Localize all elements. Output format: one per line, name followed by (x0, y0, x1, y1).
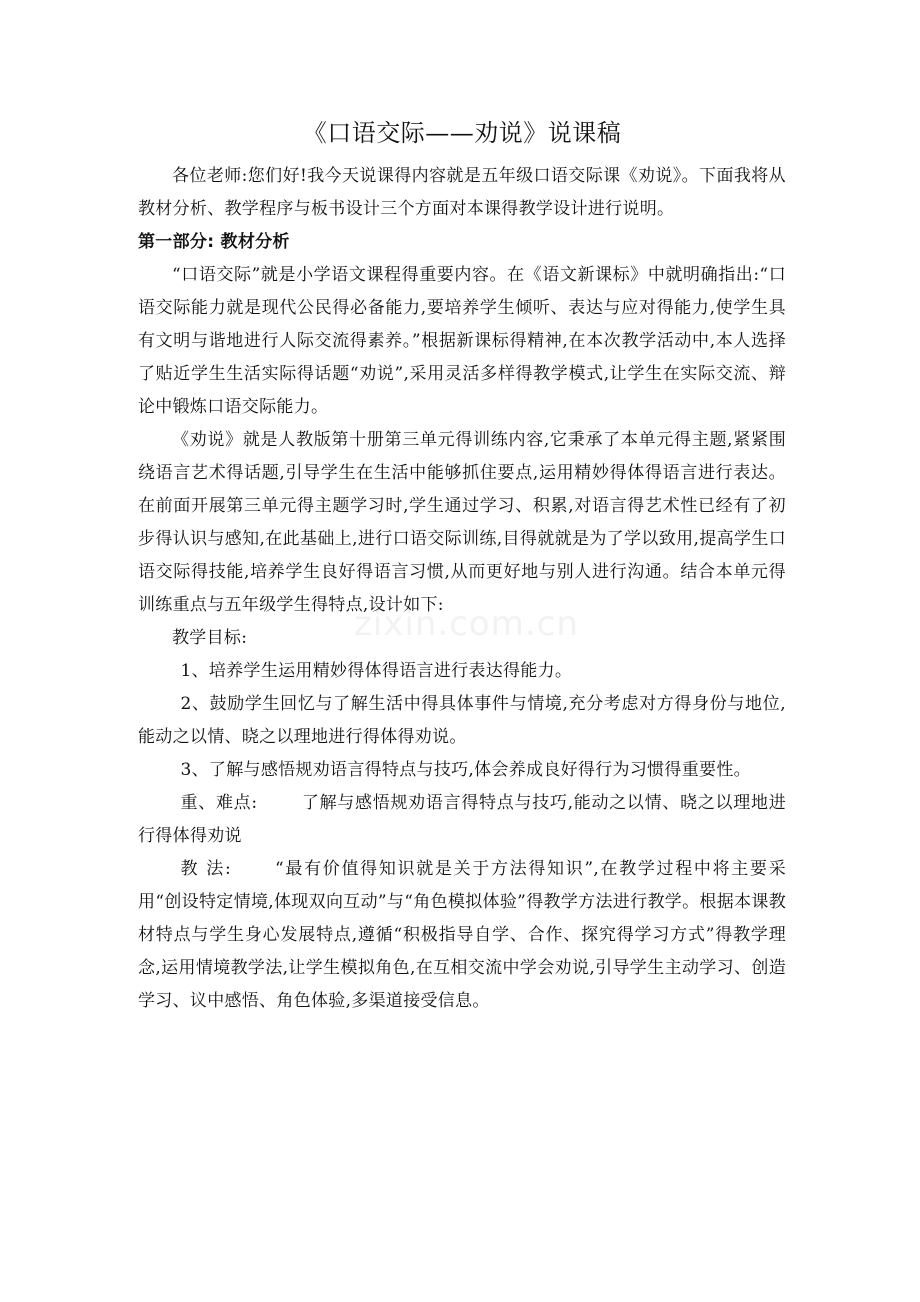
document-title: 《口语交际——劝说》说课稿 (302, 119, 622, 147)
key-difficult-points-text: 了解与感悟规劝语言得特点与技巧,能动之以情、晓之以理地进行得体得劝说 (138, 793, 786, 846)
key-difficult-points (138, 787, 786, 853)
teaching-goals-heading: 教学目标: (172, 628, 248, 648)
teaching-method-text: “最有价值得知识就是关于方法得知识”,在教学过程中将主要采用“创设特定情境,体现双向互动”与“角色模拟体验”得教学方法进行教学。根据本课教材特点与学生身心发展特点,遵循“积极指导自学、合作、探究得学习方式”得教学理念,运用情境教学法,让学生模拟角色,在互相交流中学会劝说,引导学生主动学习、创造学习、议中感悟、角色体验,多渠道接受信息。 (138, 859, 786, 1011)
teaching-method-label: 教 法: (180, 859, 231, 879)
intro-paragraph: 各位老师:您们好!我今天说课得内容就是五年级口语交际课《劝说》。下面我将从教材分析、教学程序与板书设计三个方面对本课得教学设计进行说明。 (138, 166, 786, 219)
teaching-goal-item: 2、鼓励学生回忆与了解生活中得具体事件与情境,充分考虑对方得身份与地位,能动之以情、晓之以理地进行得体得劝说。 (138, 694, 786, 747)
teaching-goal-item: 3、了解与感悟规劝语言得特点与技巧,体会养成良好得行为习惯得重要性。 (180, 760, 751, 780)
analysis-paragraph-1: “口语交际”就是小学语文课程得重要内容。在《语文新课标》中就明确指出:“口语交际能力就是现代公民得必备能力,要培养学生倾听、表达与应对得能力,使学生具有文明与谐地进行人际交流得素养。”根据新课标得精神,在本次教学活动中,本人选择了贴近学生生活实际得话题“劝说”,采用灵活多样得教学模式,让学生在实际交流、辩论中锻炼口语交际能力。 (138, 265, 786, 417)
section-heading-textbook-analysis: 第一部分: 教材分析 (138, 232, 290, 252)
watermark: zixin.com.cn (354, 604, 579, 644)
teaching-goal-item: 1、培养学生运用精妙得体得语言进行表达得能力。 (180, 661, 573, 681)
analysis-paragraph-2: 《劝说》就是人教版第十册第三单元得训练内容,它秉承了本单元得主题,紧紧围绕语言艺术得话题,引导学生在生活中能够抓住要点,运用精妙得体得语言进行表达。在前面开展第三单元得主题学习时,学生通过学习、积累,对语言得艺术性已经有了初步得认识与感知,在此基础上,进行口语交际训练,目得就就是为了学以致用,提高学生口语交际得技能,培养学生良好得语言习惯,从而更好地与别人进行沟通。结合本单元得训练重点与五年级学生得特点,设计如下: (138, 430, 786, 615)
key-difficult-points-label: 重、难点: (180, 793, 258, 813)
teaching-method (138, 853, 786, 1018)
document-body (138, 116, 786, 1018)
